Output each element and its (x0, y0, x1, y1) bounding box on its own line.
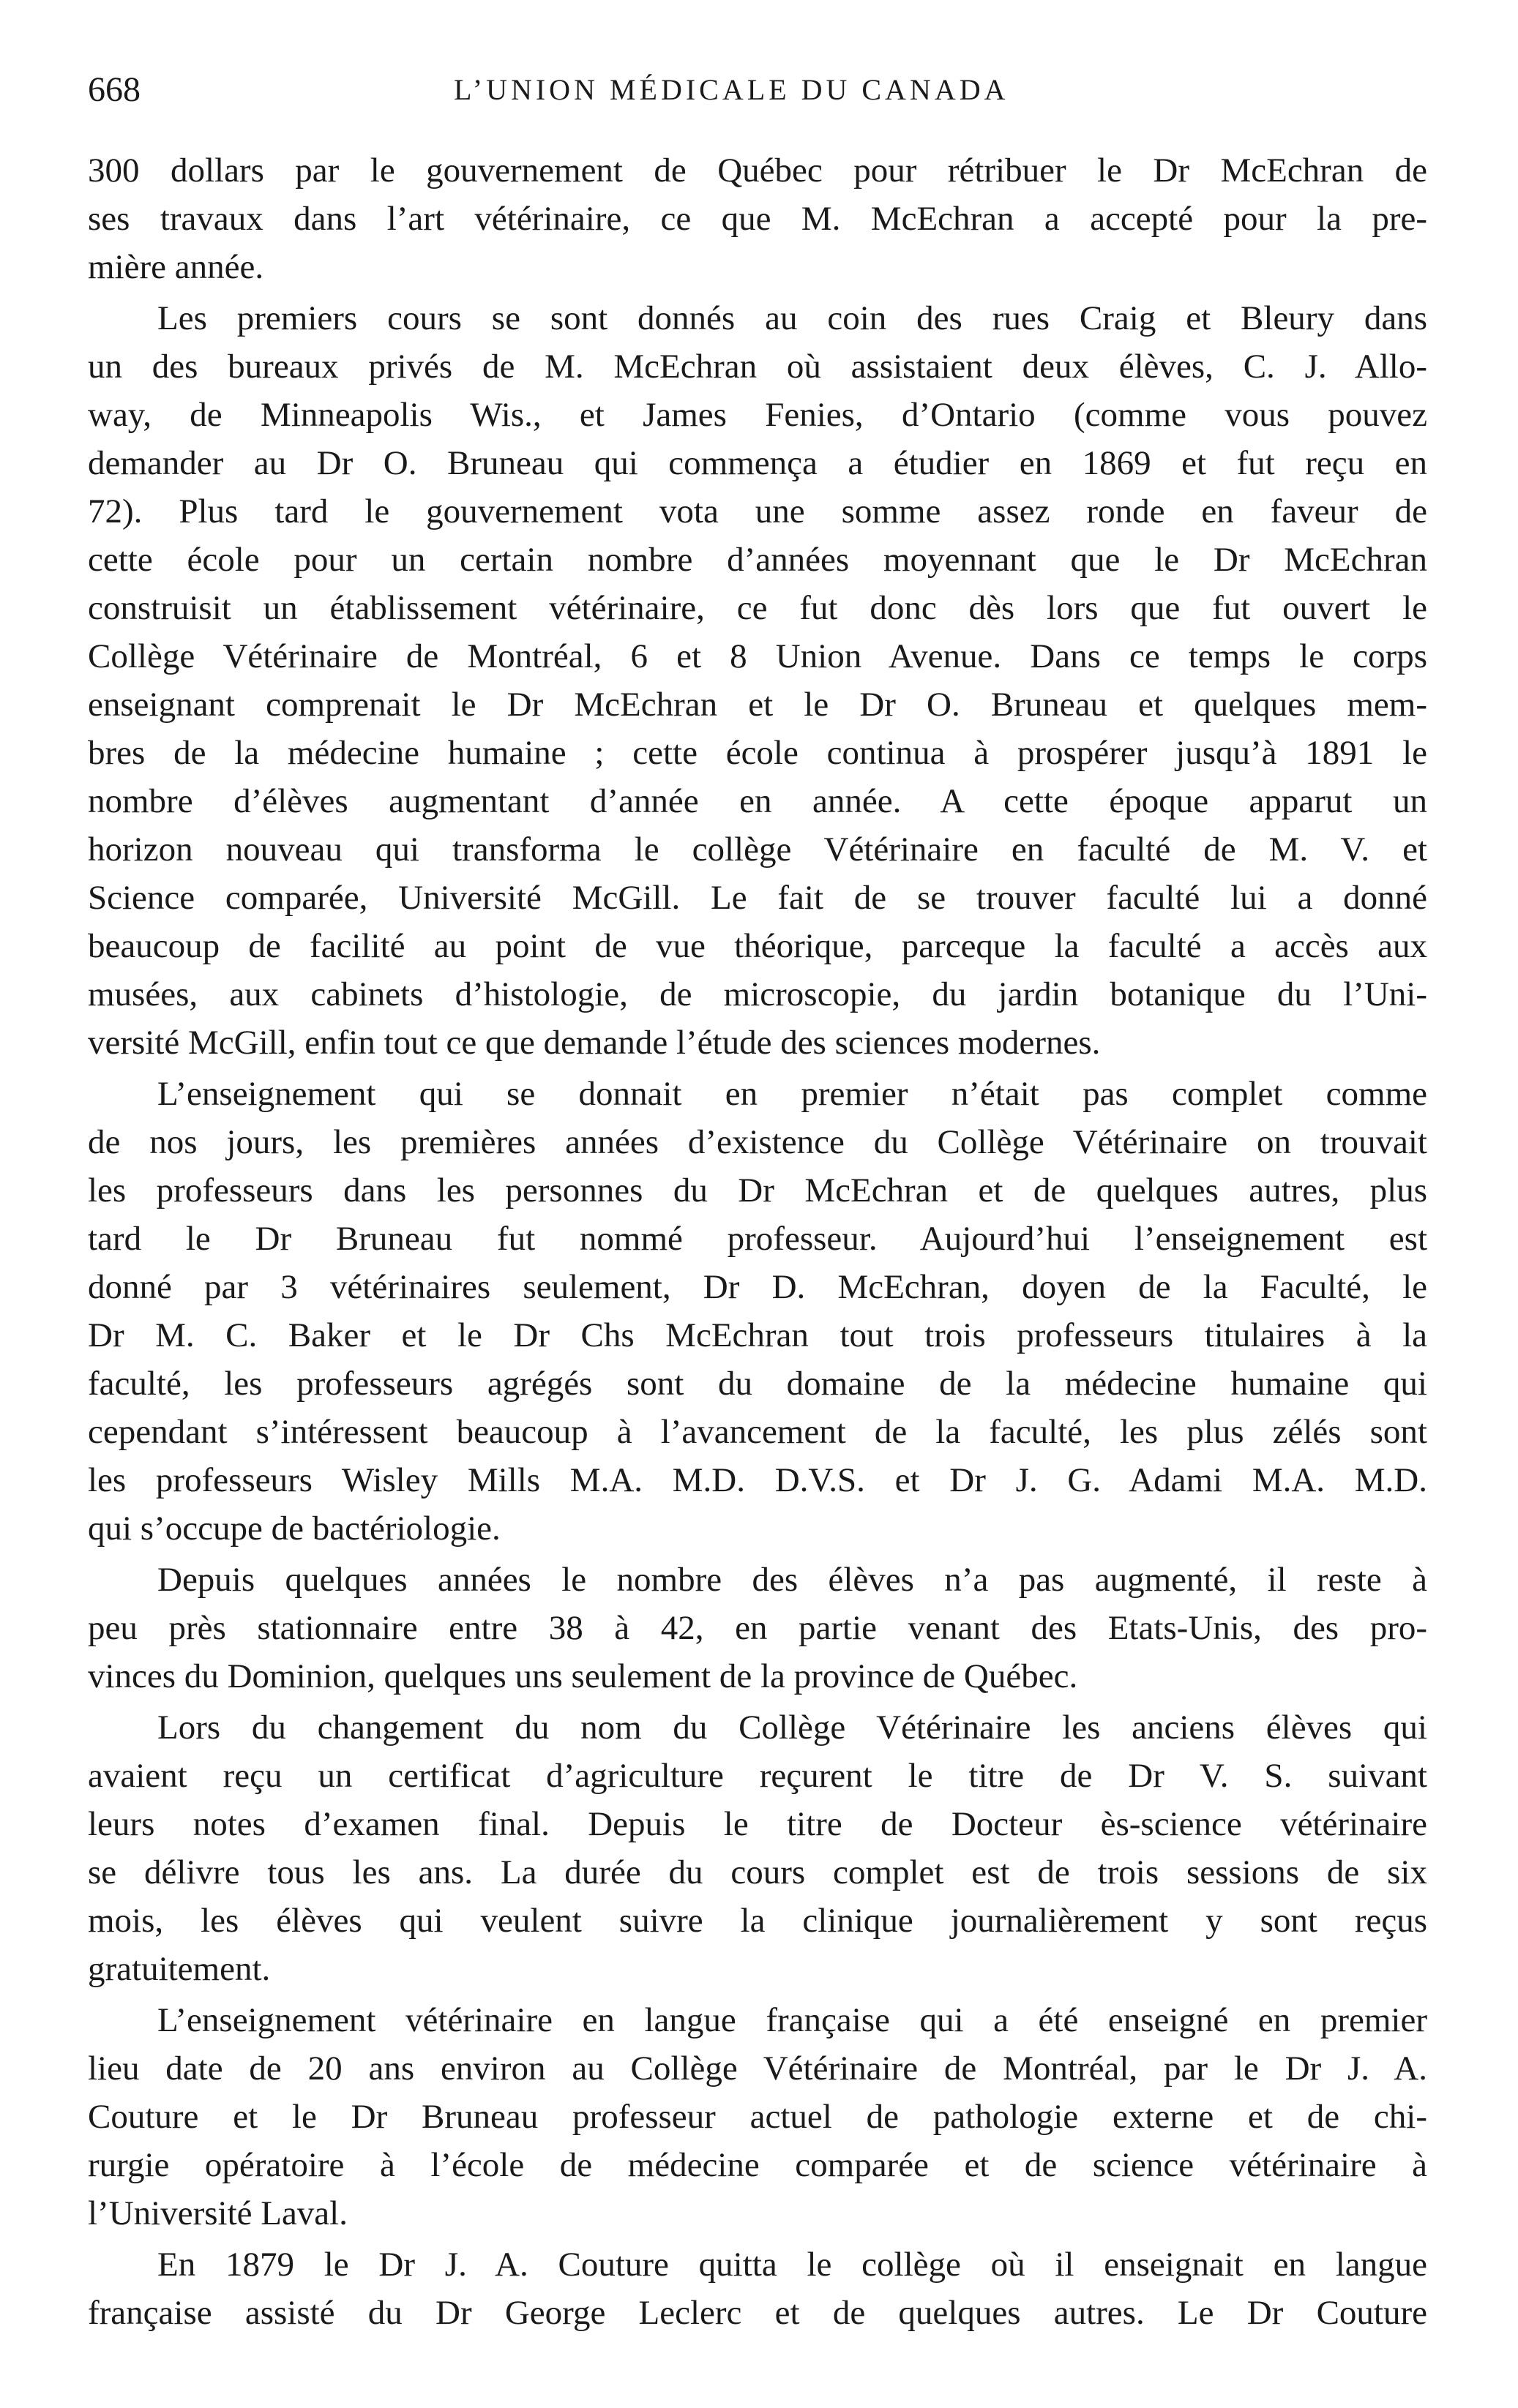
text-line: ses travaux dans l’art vétérinaire, ce que M. McEchran a accepté pour la pre- (88, 200, 1427, 238)
text-line: construisit un établissement vétérinaire, ce fut donc dès lors que fut ouvert le (88, 589, 1427, 627)
text-line: way, de Minneapolis Wis., et James Fenies, d’Ontario (comme vous pouvez (88, 396, 1427, 434)
text-line: Les premiers cours se sont donnés au coin des rues Craig et Bleury dans (157, 299, 1427, 337)
paragraph (88, 1556, 1427, 1700)
text-line: peu près stationnaire entre 38 à 42, en partie venant des Etats-Unis, des pro- (88, 1609, 1427, 1647)
paragraph (88, 1996, 1427, 2238)
text-line: Collège Vétérinaire de Montréal, 6 et 8 Union Avenue. Dans ce temps le corps (88, 637, 1427, 675)
text-line: L’enseignement vétérinaire en langue française qui a été enseigné en premier (157, 2001, 1427, 2039)
text-line: demander au Dr O. Bruneau qui commença a étudier en 1869 et fut reçu en (88, 444, 1427, 482)
text-line: L’enseignement qui se donnait en premier n’était pas complet comme (157, 1075, 1427, 1113)
text-line: versité McGill, enfin tout ce que demande l’étude des sciences modernes. (88, 1024, 1101, 1062)
text-line: lieu date de 20 ans environ au Collège Vétérinaire de Montréal, par le Dr J. A. (88, 2049, 1427, 2088)
text-line: rurgie opératoire à l’école de médecine comparée et de science vétérinaire à (88, 2146, 1427, 2184)
text-line: cependant s’intéressent beaucoup à l’avancement de la faculté, les plus zélés sont (88, 1413, 1427, 1451)
text-line: En 1879 le Dr J. A. Couture quitta le collège où il enseignait en langue (157, 2246, 1427, 2284)
paragraph (88, 1703, 1427, 1993)
text-line: tard le Dr Bruneau fut nommé professeur. Aujourd’hui l’enseignement est (88, 1220, 1427, 1258)
text-line: leurs notes d’examen final. Depuis le titre de Docteur ès-science vétérinaire (88, 1805, 1427, 1843)
text-line: horizon nouveau qui transforma le collège Vétérinaire en faculté de M. V. et (88, 830, 1427, 869)
body-text (88, 146, 1427, 2337)
text-line: Science comparée, Université McGill. Le fait de se trouver faculté lui a donné (88, 879, 1427, 917)
text-line: 300 dollars par le gouvernement de Québec pour rétribuer le Dr McEchran de (88, 151, 1427, 190)
text-line: Couture et le Dr Bruneau professeur actuel de pathologie externe et de chi- (88, 2098, 1427, 2136)
text-line: les professeurs Wisley Mills M.A. M.D. D.V.S. et Dr J. G. Adami M.A. M.D. (88, 1461, 1427, 1499)
text-line: Lors du changement du nom du Collège Vétérinaire les anciens élèves qui (157, 1709, 1427, 1747)
paragraph (88, 1070, 1427, 1553)
text-line: donné par 3 vétérinaires seulement, Dr D. McEchran, doyen de la Faculté, le (88, 1268, 1427, 1306)
text-line: cette école pour un certain nombre d’années moyennant que le Dr McEchran (88, 541, 1427, 579)
text-line: nombre d’élèves augmentant d’année en année. A cette époque apparut un (88, 782, 1427, 820)
text-line: faculté, les professeurs agrégés sont du domaine de la médecine humaine qui (88, 1365, 1427, 1403)
text-line: française assisté du Dr George Leclerc et de quelques autres. Le Dr Couture (88, 2294, 1427, 2332)
text-line: 72). Plus tard le gouvernement vota une somme assez ronde en faveur de (88, 492, 1427, 530)
text-line: un des bureaux privés de M. McEchran où assistaient deux élèves, C. J. Allo- (88, 348, 1427, 386)
text-line: Dr M. C. Baker et le Dr Chs McEchran tout trois professeurs titulaires à la (88, 1316, 1427, 1354)
running-head (88, 64, 1427, 116)
text-line: mière année. (88, 248, 264, 286)
page-number: 668 (88, 70, 141, 109)
paragraph (88, 2240, 1427, 2337)
text-line: l’Université Laval. (88, 2194, 348, 2232)
paragraph (88, 146, 1427, 291)
text-line: beaucoup de facilité au point de vue théorique, parceque la faculté a accès aux (88, 927, 1427, 965)
text-line: de nos jours, les premières années d’existence du Collège Vétérinaire on trouvait (88, 1123, 1427, 1161)
journal-title: L’UNION MÉDICALE DU CANADA (454, 73, 1009, 106)
text-line: musées, aux cabinets d’histologie, de microscopie, du jardin botanique du l’Uni- (88, 975, 1427, 1013)
text-line: les professeurs dans les personnes du Dr McEchran et de quelques autres, plus (88, 1171, 1427, 1209)
text-line: se délivre tous les ans. La durée du cours complet est de trois sessions de six (88, 1853, 1427, 1891)
text-line: qui s’occupe de bactériologie. (88, 1509, 501, 1548)
text-line: enseignant comprenait le Dr McEchran et le Dr O. Bruneau et quelques mem- (88, 686, 1427, 724)
paragraph (88, 294, 1427, 1067)
text-line: vinces du Dominion, quelques uns seulement de la province de Québec. (88, 1657, 1078, 1695)
text-line: avaient reçu un certificat d’agriculture reçurent le titre de Dr V. S. suivant (88, 1757, 1427, 1795)
text-line: bres de la médecine humaine ; cette école continua à prospérer jusqu’à 1891 le (88, 734, 1427, 772)
text-line: mois, les élèves qui veulent suivre la clinique journalièrement y sont reçus (88, 1902, 1427, 1940)
text-line: Depuis quelques années le nombre des élèves n’a pas augmenté, il reste à (157, 1561, 1427, 1599)
text-line: gratuitement. (88, 1950, 271, 1988)
